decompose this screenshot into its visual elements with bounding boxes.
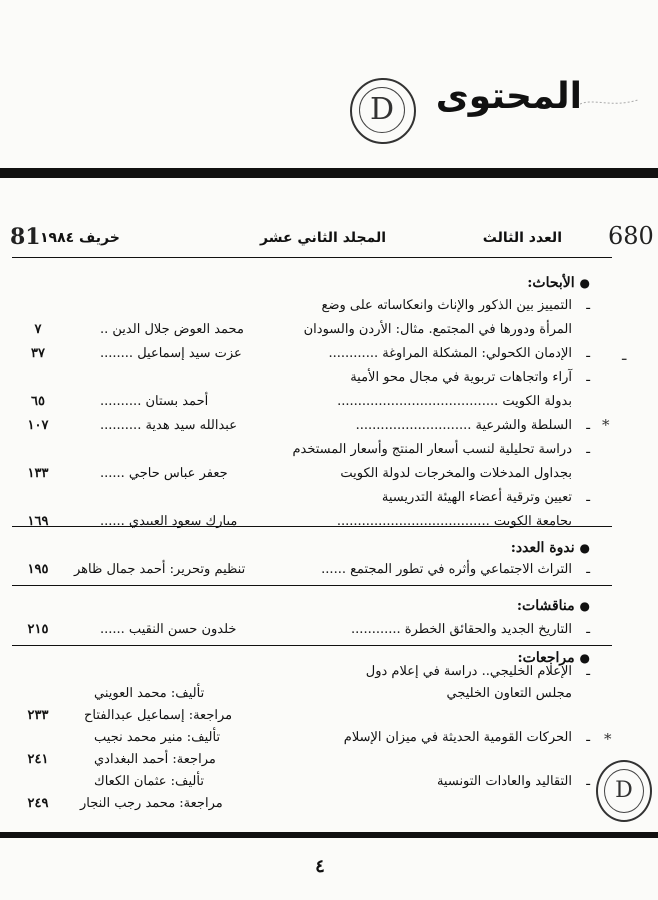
handwritten-number-right: 680 [608, 222, 654, 250]
list-item: ـ تعيين وترقية أعضاء الهيئة التدريسية [381, 490, 590, 505]
section-rule [12, 526, 612, 527]
page-number: ٧ [34, 322, 42, 337]
list-item: بجداول المدخلات والمخرجات لدولة الكويت جعفر عباس حاجي ...... ١٣٣ [14, 466, 590, 488]
page-number: ٢٤٩ [27, 796, 49, 811]
library-stamp [350, 78, 416, 144]
handwritten-number-left: 81 [10, 224, 41, 250]
list-item: ـ التقاليد والعادات التونسية تأليف: عثمان الكعاك [94, 774, 590, 789]
section-heading-discussions: ● مناقشات: [516, 598, 590, 614]
list-item: مجلس التعاون الخليجي تأليف: محمد العويني [94, 686, 572, 701]
issue-number: العدد الثالث [482, 230, 562, 246]
margin-tick-mark: * [602, 416, 610, 434]
decorative-dash-icon [580, 96, 640, 110]
stamp-letter: D [604, 769, 644, 813]
issue-volume: المجلد الثاني عشر [260, 230, 387, 246]
margin-tick-mark: ـ [622, 346, 627, 364]
page-number: ٦٥ [31, 394, 45, 409]
section-rule [12, 645, 612, 646]
page-number: ٢٣٣ [27, 708, 49, 723]
list-item: ـ الحركات القومية الحديثة في ميزان الإسلام تأليف: منير محمد نجيب [94, 730, 590, 745]
page-number: ٢١٥ [27, 622, 49, 637]
page-number: ١٣٣ [27, 466, 49, 481]
margin-tick-mark: * [604, 730, 612, 748]
list-item: المرأة ودورها في المجتمع. مثال: الأردن والسودان محمد العوض جلال الدين .. ٧ [14, 322, 590, 344]
list-item: مراجعة: محمد رجب النجار ٢٤٩ [14, 796, 590, 818]
list-item: ـ الإدمان الكحولي: المشكلة المراوغة ............ عزت سيد إسماعيل ........ ٣٧ [14, 346, 590, 368]
list-item: بجامعة الكويت ..................................... مبارك سعود العبيدي ...... ١٦٩ [14, 514, 590, 536]
issue-season: خريف ١٩٨٤ [40, 230, 120, 246]
page-number: ٢٤١ [27, 752, 49, 767]
footer-rule [0, 832, 658, 838]
section-heading-reviews: ● مراجعات: [517, 650, 590, 666]
list-item: ـ التمييز بين الذكور والإناث وانعكاساته على وضع [321, 298, 590, 313]
section-rule [12, 585, 612, 586]
list-item: ـ التاريخ الجديد والحقائق الخطرة ............ خلدون حسن النقيب ...... ٢١٥ [14, 622, 590, 644]
list-item: مراجعة: إسماعيل عبدالفتاح ٢٣٣ [14, 708, 590, 730]
list-item: بدولة الكويت ....................................... أحمد بستان .......... ٦٥ [14, 394, 590, 416]
page-title: المحتوى [435, 76, 582, 117]
page-number: ٤ [315, 856, 325, 877]
library-stamp [596, 760, 652, 822]
page-number: ١٩٥ [27, 562, 49, 577]
page-number: ٣٧ [31, 346, 45, 361]
list-item: ـ دراسة تحليلية لنسب أسعار المنتج وأسعار المستخدم [292, 442, 590, 457]
list-item: ـ التراث الاجتماعي وأثره في تطور المجتمع ...... تنظيم وتحرير: أحمد جمال ظاهر ١٩٥ [14, 562, 590, 584]
list-item: ـ السلطة والشرعية ............................ عبدالله سيد هدية .......... ١٠٧ [14, 418, 590, 440]
stamp-letter: D [359, 87, 405, 133]
list-item: مراجعة: أحمد البغدادي ٢٤١ [14, 752, 590, 774]
section-heading-symposium: ● ندوة العدد: [510, 540, 590, 556]
issue-rule [12, 257, 612, 258]
page-number: ١٠٧ [27, 418, 49, 433]
header-rule [0, 168, 658, 178]
list-item: ـ آراء واتجاهات تربوية في مجال محو الأمية [350, 370, 590, 385]
section-heading-research: ● الأبحاث: [527, 275, 590, 291]
page-number: ١٦٩ [27, 514, 49, 529]
list-item: ـ الإعلام الخليجي.. دراسة في إعلام دول [365, 664, 590, 679]
